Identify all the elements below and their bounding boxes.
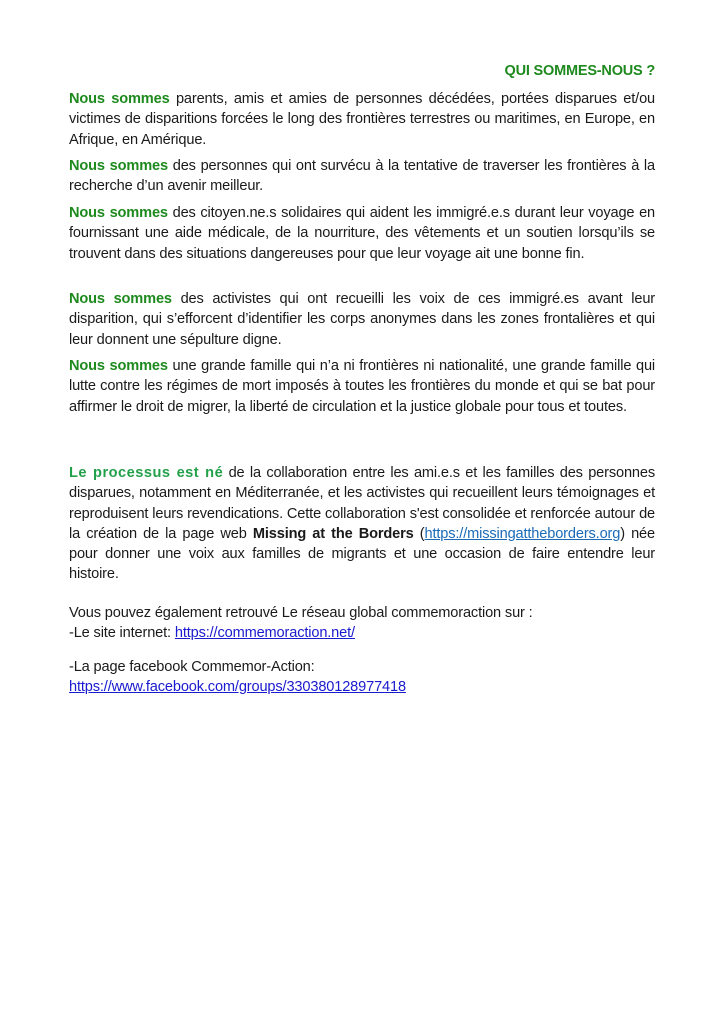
process-paragraph — [69, 463, 655, 585]
paragraph-lead: Nous sommes — [69, 205, 168, 221]
process-text: de la collaboration entre les ami.e.s et les familles des personnes disparues, notamment en Méditerranée, et les activistes qui recueillent leurs témoignages et reproduisent leurs revendications. Cette collaboration s'est consolidée et renforcée autour de la création de la page web — [69, 465, 655, 542]
paragraph-text: des citoyen.ne.s solidaires qui aident les immigré.e.s durant leur voyage en fournissant une aide médicale, de la nourriture, des vêtements et un soutien lorsqu’ils se trouvent dans des situations dangereuses pour que leur voyage ait une bonne fin. — [69, 205, 656, 262]
page-title: QUI SOMMES-NOUS ? — [504, 63, 655, 79]
facebook-block — [69, 657, 655, 698]
missing-at-the-borders-name: Missing at the Borders — [252, 525, 414, 542]
paragraph-2 — [69, 156, 655, 197]
commemoraction-site-link[interactable]: https://commemoraction.net/ — [174, 625, 355, 642]
missing-at-the-borders-link[interactable]: https://missingattheborders.org — [424, 525, 621, 542]
paragraph-text: une grande famille qui n’a ni frontières ni nationalité, une grande famille qui lutte contre les régimes de mort imposés à toutes les frontières du monde et qui se bat pour affirmer le droit de migrer, la liberté de circulation et la justice globale pour tous et toutes. — [69, 358, 655, 415]
paragraph-lead: Nous sommes — [69, 158, 168, 174]
paragraph-3 — [69, 203, 655, 264]
site-label: -Le site internet: — [69, 625, 175, 642]
paragraph-lead: Nous sommes — [69, 358, 168, 374]
paragraph-text: des personnes qui ont survécu à la tentative de traverser les frontières à la recherche d’un avenir meilleur. — [69, 158, 655, 195]
paragraph-text: parents, amis et amies de personnes décédées, portées disparues et/ou victimes de disparitions forcées le long des frontières terrestres ou maritimes, en Europe, en Afrique, en Amérique. — [69, 91, 655, 148]
network-block — [69, 603, 655, 644]
paragraph-lead: Nous sommes — [69, 91, 170, 107]
paragraph-4 — [69, 289, 655, 350]
process-text: ) née pour donner une voix aux familles de migrants et une occasion de faire entendre leur histoire. — [69, 525, 655, 583]
paragraph-text: des activistes qui ont recueilli les voix de ces immigré.es avant leur disparition, qui s’efforcent d’identifier les corps anonymes dans les zones frontalières et qui leur donnent une sépulture digne. — [69, 291, 655, 348]
paragraph-lead: Nous sommes — [69, 291, 172, 307]
facebook-label: -La page facebook Commemor-Action: — [69, 659, 315, 675]
paragraph-5 — [69, 356, 655, 417]
network-intro: Vous pouvez également retrouvé Le réseau global commemoraction sur : — [69, 605, 533, 621]
facebook-group-link[interactable]: https://www.facebook.com/groups/330380128977418 — [69, 679, 406, 696]
site-line — [69, 623, 655, 643]
process-lead: Le processus est né — [69, 465, 224, 481]
paragraph-1 — [69, 89, 655, 150]
process-text: ( — [413, 525, 425, 542]
